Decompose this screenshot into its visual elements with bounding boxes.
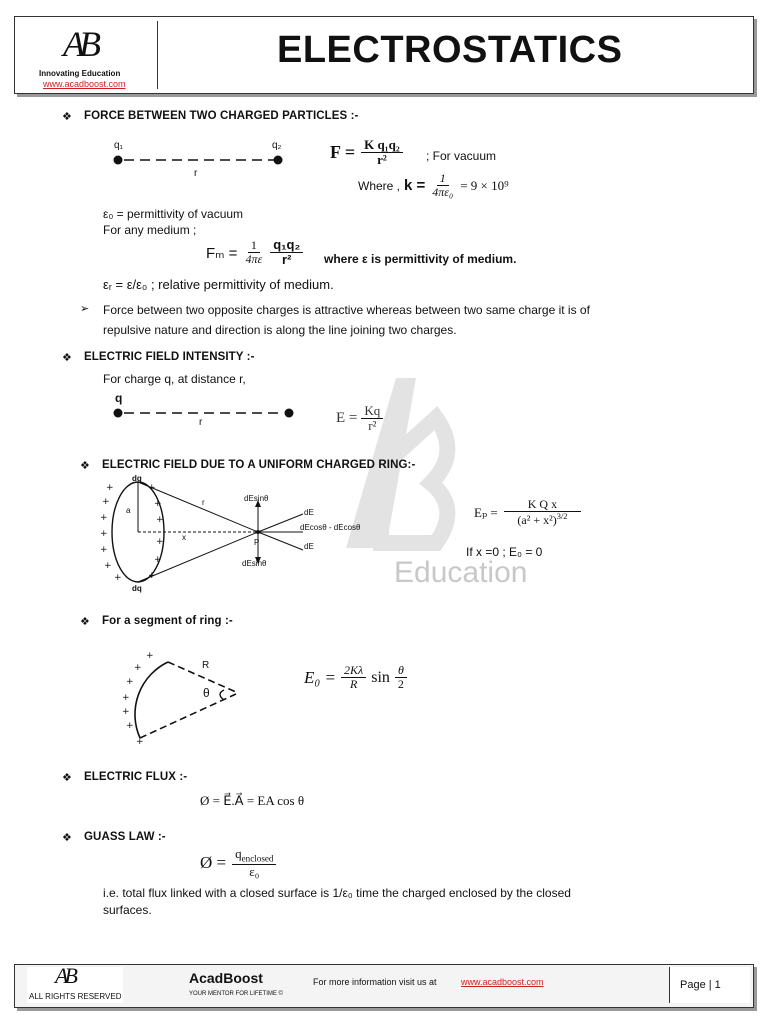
field-intro: For charge q, at distance r, bbox=[103, 372, 246, 386]
charge-dot-q bbox=[114, 409, 123, 418]
note-line-2: repulsive nature and direction is along the line joining two charges. bbox=[103, 323, 457, 337]
logo-url[interactable]: www.acadboost.com bbox=[43, 79, 126, 89]
k-formula bbox=[358, 172, 509, 199]
field-formula bbox=[336, 404, 383, 434]
svg-text:+: + bbox=[148, 571, 156, 581]
ring-label-desin-up: dEsinθ bbox=[244, 494, 269, 503]
footer-info: For more information visit us at bbox=[313, 977, 437, 987]
charge-dot-q1 bbox=[114, 156, 123, 165]
fm-den1: 4πε bbox=[245, 252, 263, 267]
footer-page-box bbox=[669, 967, 750, 1003]
gauss-formula bbox=[200, 847, 276, 879]
svg-text:+: + bbox=[136, 737, 144, 747]
ring-label-x: x bbox=[182, 533, 186, 542]
segment-den: R bbox=[349, 677, 358, 692]
svg-text:+: + bbox=[154, 499, 162, 509]
page-title: ELECTROSTATICS bbox=[277, 29, 623, 71]
segment-theta-num: θ bbox=[395, 664, 407, 678]
footer-rights: ALL RIGHTS RESERVED bbox=[29, 992, 122, 1001]
fm-formula bbox=[206, 238, 303, 268]
segment-sin: sin bbox=[371, 668, 390, 686]
bullet-icon: ❖ bbox=[62, 832, 72, 844]
label-r: r bbox=[194, 168, 198, 179]
ring-label-a: a bbox=[126, 506, 131, 515]
segment-lhs: E₀ = bbox=[304, 667, 337, 687]
gauss-num: q bbox=[235, 846, 242, 861]
coulomb-formula bbox=[330, 138, 403, 168]
svg-text:+: + bbox=[156, 537, 164, 547]
footer-url[interactable]: www.acadboost.com bbox=[461, 977, 544, 987]
svg-text:+: + bbox=[156, 515, 164, 525]
formula-num: K q₁q₂ bbox=[361, 138, 403, 153]
segment-label-theta: θ bbox=[203, 686, 210, 700]
ring-label-decos: dEcosθ - dEcosθ bbox=[300, 523, 361, 532]
footer-logo-box bbox=[27, 963, 123, 1003]
svg-text:+: + bbox=[126, 721, 134, 731]
section-heading-field: ELECTRIC FIELD INTENSITY :- bbox=[84, 351, 255, 363]
section-heading-ring: ELECTRIC FIELD DUE TO A UNIFORM CHARGED RING:- bbox=[102, 459, 416, 471]
gauss-num-sub: enclosed bbox=[241, 853, 274, 864]
segment-diagram bbox=[112, 648, 252, 748]
field-label-r: r bbox=[199, 417, 203, 428]
footer bbox=[14, 964, 754, 1008]
ring-ep-exp: 3/2 bbox=[556, 512, 568, 522]
svg-text:+: + bbox=[102, 497, 110, 507]
svg-text:+: + bbox=[146, 651, 154, 661]
ring-label-r: r bbox=[202, 498, 205, 507]
ring-label-de: dE bbox=[304, 508, 314, 517]
svg-text:+: + bbox=[122, 707, 130, 717]
ring-ep-num: K Q x bbox=[504, 498, 581, 512]
ring-if-line: If x =0 ; E₀ = 0 bbox=[466, 545, 543, 559]
gauss-desc-line1: i.e. total flux linked with a closed surface is 1/ε₀ time the charged enclosed by the closed bbox=[103, 886, 571, 900]
svg-text:+: + bbox=[100, 513, 108, 523]
gauss-desc-line2: surfaces. bbox=[103, 903, 152, 917]
relative-permittivity: εᵣ = ε/ε₀ ; relative permittivity of medium. bbox=[103, 277, 334, 292]
section-heading-gauss: GUASS LAW :- bbox=[84, 831, 166, 843]
svg-text:+: + bbox=[106, 483, 114, 493]
footer-tagline: YOUR MENTOR FOR LIFETIME © bbox=[189, 991, 283, 997]
formula-den: r² bbox=[377, 152, 387, 168]
footer-brand: AcadBoost bbox=[189, 970, 263, 986]
ring-dq-top: dq bbox=[132, 474, 142, 483]
svg-text:+: + bbox=[134, 663, 142, 673]
k-num: 1 bbox=[437, 172, 449, 186]
svg-text:+: + bbox=[100, 529, 108, 539]
section-heading-force: FORCE BETWEEN TWO CHARGED PARTICLES :- bbox=[84, 110, 359, 122]
bullet-icon: ❖ bbox=[62, 352, 72, 364]
segment-formula bbox=[304, 664, 407, 691]
watermark-text: Education bbox=[394, 556, 528, 589]
header bbox=[14, 16, 754, 94]
svg-text:+: + bbox=[104, 561, 112, 571]
svg-text:+: + bbox=[154, 555, 162, 565]
field-num: Kq bbox=[361, 404, 383, 419]
svg-text:+: + bbox=[114, 573, 122, 583]
bullet-icon: ❖ bbox=[62, 772, 72, 784]
two-charges-diagram bbox=[108, 140, 298, 180]
section-heading-flux: ELECTRIC FLUX :- bbox=[84, 771, 188, 783]
vacuum-note: ; For vacuum bbox=[426, 149, 497, 163]
ring-ep-lhs: Eₚ = bbox=[474, 504, 498, 520]
ring-label-desin-down: dEsinθ bbox=[242, 559, 267, 568]
page-number: Page | 1 bbox=[680, 979, 721, 991]
ring-label-de-vec: dE bbox=[304, 542, 314, 551]
k-value: = 9 × 10⁹ bbox=[460, 177, 509, 193]
charge-dot-q2 bbox=[274, 156, 283, 165]
bullet-icon: ❖ bbox=[80, 616, 90, 628]
ring-dq-bottom: dq bbox=[132, 584, 142, 593]
ring-diagram bbox=[98, 472, 338, 592]
fm-where: where ε is permittivity of medium. bbox=[324, 252, 517, 266]
ring-ep-den: (a² + x²) bbox=[517, 513, 557, 528]
bullet-icon: ❖ bbox=[62, 111, 72, 123]
arrow-bullet-icon: ➢ bbox=[80, 303, 90, 315]
epsilon0-def: ε₀ = permittivity of vacuum bbox=[103, 207, 244, 221]
medium-label: For any medium ; bbox=[103, 223, 197, 237]
formula-lhs: F = bbox=[330, 142, 356, 163]
segment-theta-den: 2 bbox=[397, 677, 404, 692]
field-point-dot bbox=[285, 409, 294, 418]
label-q1: q₁ bbox=[114, 140, 123, 151]
note-line-1: Force between two opposite charges is attractive whereas between two same charge it is of bbox=[103, 303, 590, 317]
footer-logo-mark: AB bbox=[55, 963, 74, 988]
k-den: 4πε₀ bbox=[432, 185, 454, 200]
gauss-lhs: Ø = bbox=[200, 852, 227, 872]
gauss-den: ε₀ bbox=[249, 863, 260, 879]
ring-formula bbox=[474, 498, 581, 527]
fm-den2: r² bbox=[282, 252, 292, 268]
where-label: Where , bbox=[358, 178, 401, 193]
fm-num2: q₁q₂ bbox=[270, 238, 303, 253]
logo-box bbox=[25, 21, 158, 89]
fm-lhs: Fₘ = bbox=[206, 244, 238, 262]
field-den: r² bbox=[368, 418, 377, 434]
field-lhs: E = bbox=[336, 410, 358, 427]
svg-text:+: + bbox=[100, 545, 108, 555]
segment-label-r: R bbox=[202, 660, 210, 671]
section-heading-segment: For a segment of ring :- bbox=[102, 615, 233, 627]
fm-num1: 1 bbox=[248, 239, 260, 253]
flux-formula: Ø = E⃗.A⃗ = EA cos θ bbox=[200, 793, 305, 808]
logo-tagline: Innovating Education bbox=[39, 69, 121, 78]
logo-mark: AB bbox=[63, 24, 95, 64]
segment-num: 2Kλ bbox=[341, 664, 366, 678]
ring-label-p: P bbox=[254, 538, 260, 547]
svg-text:+: + bbox=[148, 483, 156, 493]
k-label: k = bbox=[404, 177, 426, 195]
field-label-q: q bbox=[115, 391, 123, 405]
label-q2: q₂ bbox=[272, 140, 282, 151]
bullet-icon: ❖ bbox=[80, 460, 90, 472]
field-charge-diagram bbox=[108, 400, 302, 426]
svg-text:+: + bbox=[126, 677, 134, 687]
svg-text:+: + bbox=[122, 693, 130, 703]
